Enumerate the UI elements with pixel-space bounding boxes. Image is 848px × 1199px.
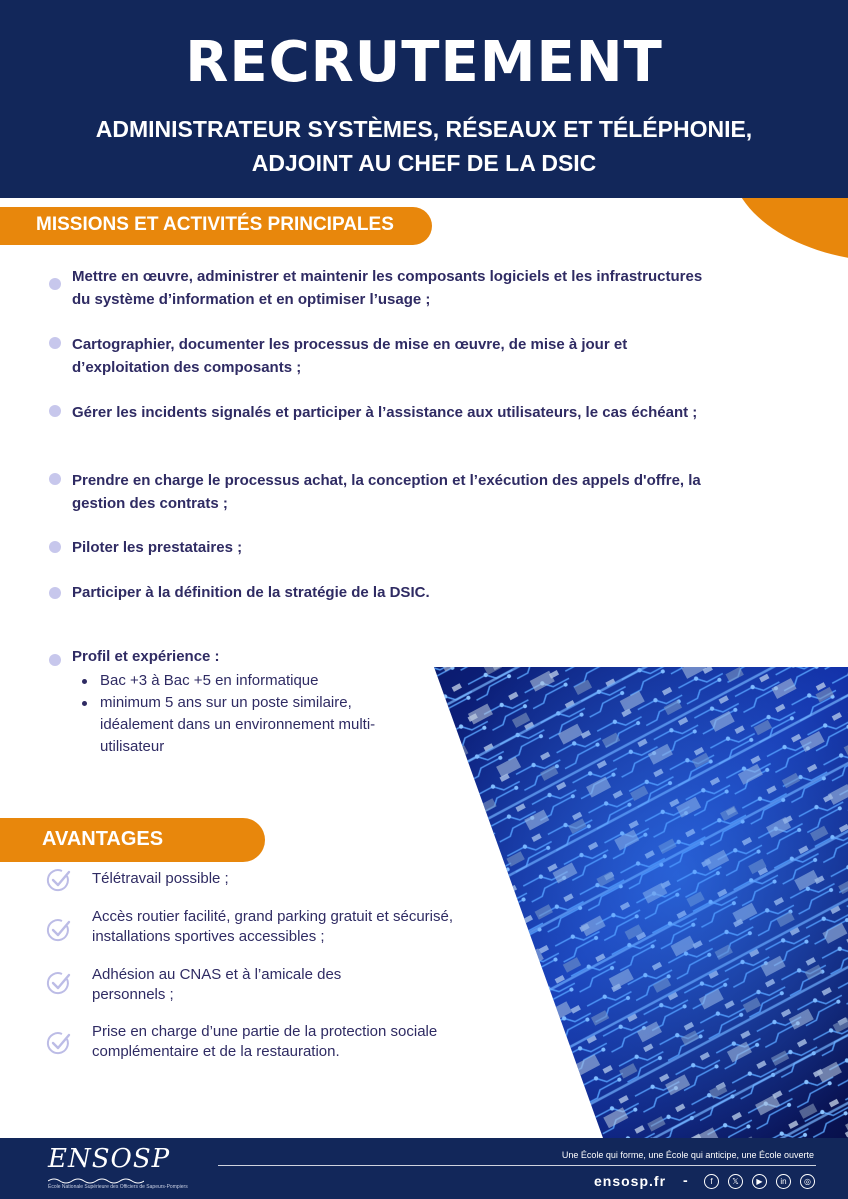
advantage-item: Télétravail possible ; — [92, 870, 229, 887]
advantage-item: Accès routier facilité, grand parking gratuit et sécurisé, installations sportives accessibles ; — [92, 908, 454, 945]
separator: - — [683, 1172, 688, 1188]
advantage-item: Prise en charge d’une partie de la protection sociale complémentaire et de la restauration. — [92, 1023, 438, 1060]
mission-item: Prendre en charge le processus achat, la conception et l’exécution des appels d'offre, la gestion des contrats ; — [72, 472, 701, 512]
facebook-icon[interactable]: f — [704, 1174, 719, 1189]
instagram-icon[interactable]: ◎ — [800, 1174, 815, 1189]
job-title-line1: ADMINISTRATEUR SYSTÈMES, RÉSEAUX ET TÉLÉPHONIE, — [95, 116, 753, 142]
avantages-heading: AVANTAGES — [0, 818, 265, 862]
check-circle-icon — [46, 917, 72, 943]
check-circle-icon — [46, 867, 72, 893]
tagline: Une École qui forme, une École qui anticipe, une École ouverte — [561, 1150, 814, 1160]
page-title: RECRUTEMENT — [185, 30, 663, 95]
check-circle-icon — [46, 970, 72, 996]
ensosp-logo: ENSOSP — [48, 1144, 171, 1174]
check-circle-icon — [46, 1030, 72, 1056]
x-icon[interactable]: 𝕏 — [728, 1174, 743, 1189]
logo-caption: École Nationale Supérieure des Officiers de Sapeurs-Pompiers — [48, 1184, 188, 1190]
mission-item: Mettre en œuvre, administrer et maintenir les composants logiciels et les infrastructures du système d’information et en optimiser l’usage ; — [72, 268, 703, 308]
missions-heading: MISSIONS ET ACTIVITÉS PRINCIPALES — [0, 207, 432, 245]
profile-title: Profil et expérience : — [72, 648, 220, 665]
mission-item: Piloter les prestataires ; — [72, 539, 243, 556]
advantage-item: Adhésion au CNAS et à l’amicale des personnels ; — [92, 966, 342, 1003]
mission-item: Gérer les incidents signalés et participer à l’assistance aux utilisateurs, le cas échéant ; — [72, 404, 698, 421]
footer — [0, 1138, 848, 1199]
profile-item-text: minimum 5 ans sur un poste similaire, idéalement dans un environnement multi-utilisateur — [100, 694, 376, 755]
website-link[interactable]: ensosp.fr — [594, 1173, 667, 1189]
logo-wave-icon — [48, 1176, 144, 1184]
mission-item: Cartographier, documenter les processus de mise en œuvre, de mise à jour et d’exploitation des composants ; — [72, 336, 628, 376]
youtube-icon[interactable]: ▶ — [752, 1174, 767, 1189]
profile-item-text: Bac +3 à Bac +5 en informatique — [100, 672, 319, 689]
mission-item: Participer à la définition de la stratégie de la DSIC. — [72, 584, 430, 601]
job-title-line2: ADJOINT AU CHEF DE LA DSIC — [251, 150, 597, 176]
linkedin-icon[interactable]: in — [776, 1174, 791, 1189]
footer-divider — [218, 1165, 816, 1166]
